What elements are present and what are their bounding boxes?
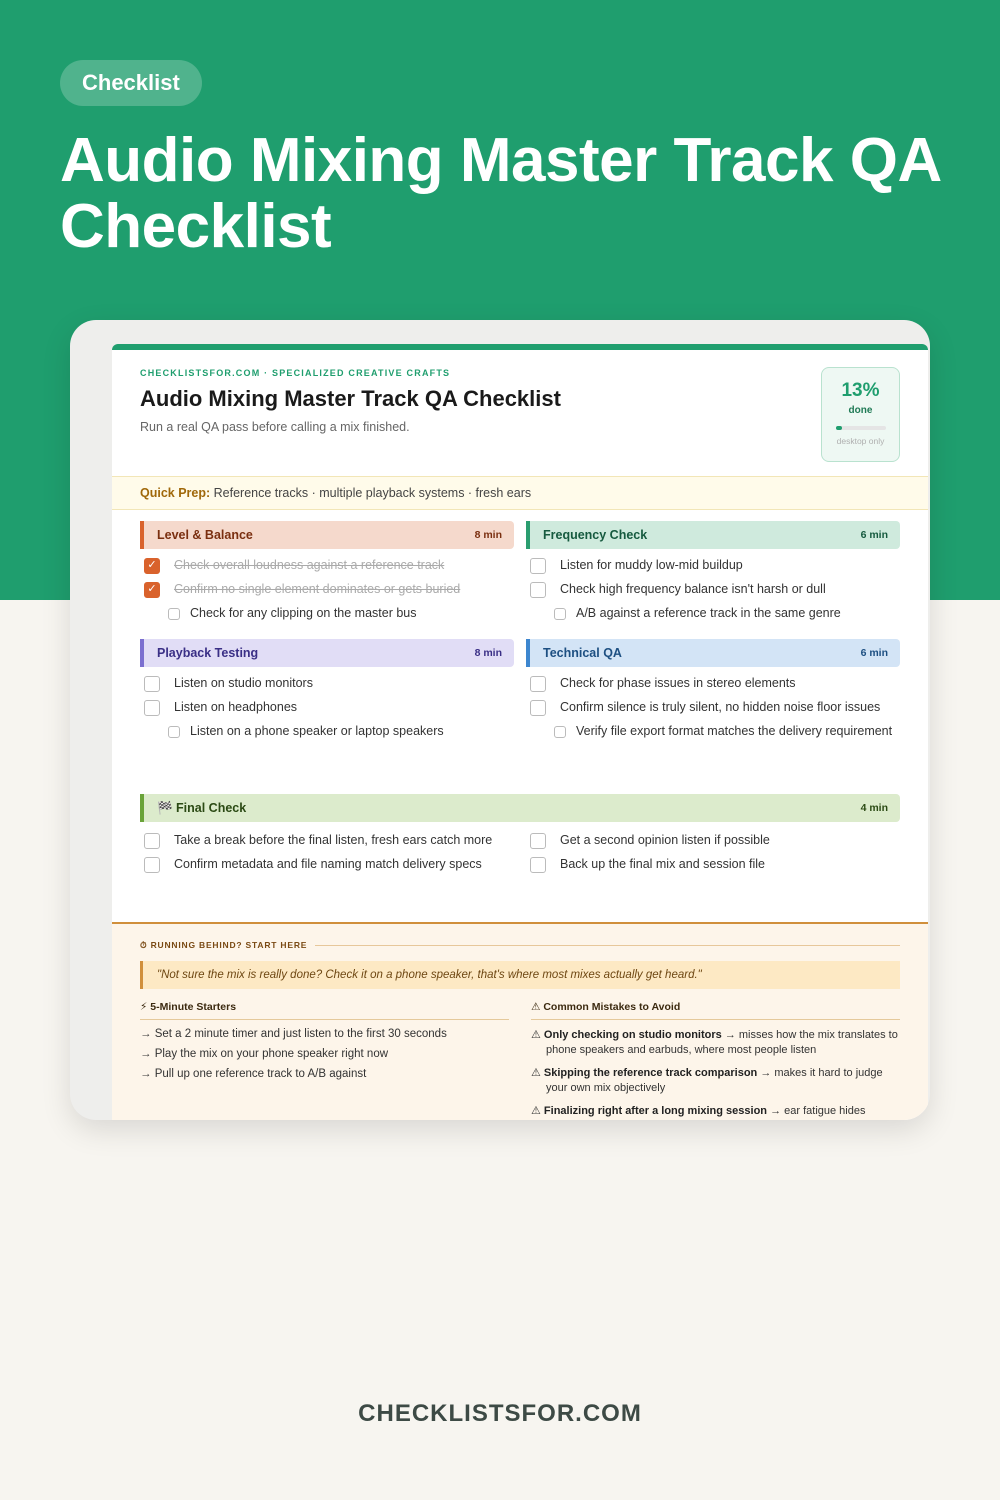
running-behind-heading: [140, 940, 900, 951]
checklist-item[interactable]: [526, 723, 900, 740]
checkbox-checked[interactable]: ✓: [144, 558, 160, 574]
checklist-item-label: Listen for muddy low-mid buildup: [560, 558, 743, 572]
mistake-consequence: → misses how the mix translates to phone speakers and earbuds, where most people listen: [546, 1029, 898, 1056]
tip-quote: "Not sure the mix is really done? Check it on a phone speaker, that's where most mixes actually get heard.": [140, 961, 900, 989]
category-badge: Checklist: [60, 60, 202, 106]
heading-rule: [315, 945, 900, 946]
checkbox[interactable]: [530, 857, 546, 873]
final-check-section: [140, 794, 900, 880]
checkbox[interactable]: [144, 676, 160, 692]
running-behind-panel: [112, 922, 928, 1120]
hero-title: Audio Mixing Master Track QA Checklist: [60, 126, 940, 261]
mistakes-column: [531, 1001, 900, 1119]
checklist-item[interactable]: [526, 605, 900, 622]
final-check-time: 4 min: [860, 802, 888, 814]
section-frequency-check: [526, 521, 900, 629]
section-title: Frequency Check: [543, 528, 648, 542]
section-items: [140, 557, 514, 622]
mistakes-list: [531, 1028, 900, 1119]
checklist-item-label: Confirm metadata and file naming match delivery specs: [174, 857, 482, 871]
checklist-item-label: Check for any clipping on the master bus: [190, 606, 417, 620]
checklist-item-label: Take a break before the final listen, fresh ears catch more: [174, 833, 493, 847]
section-time: 8 min: [474, 529, 502, 541]
quick-prep-text: Reference tracks · multiple playback systems · fresh ears: [213, 486, 532, 500]
checkbox[interactable]: [144, 857, 160, 873]
section-header: [140, 521, 514, 549]
section-title: Playback Testing: [157, 646, 259, 660]
section-title: Level & Balance: [157, 528, 253, 542]
checklist-item[interactable]: [140, 699, 514, 716]
section-header: [140, 639, 514, 667]
mistakes-title: ⚠ Common Mistakes to Avoid: [531, 1001, 900, 1020]
final-check-items: [140, 832, 900, 880]
starter-item: → Set a 2 minute timer and just listen to the first 30 seconds: [140, 1028, 447, 1040]
checkbox[interactable]: [554, 608, 566, 620]
section-time: 8 min: [474, 647, 502, 659]
checklist-item[interactable]: [140, 605, 514, 622]
starters-column: [140, 1001, 509, 1119]
checklist-item-label: Listen on headphones: [174, 700, 298, 714]
checkbox[interactable]: [530, 582, 546, 598]
progress-label: done: [848, 405, 873, 416]
checklist-item[interactable]: [526, 699, 900, 716]
warning-icon: ⚠: [531, 1067, 544, 1079]
warning-icon: ⚠: [531, 1105, 544, 1117]
mistake-consequence: → ear fatigue hides: [767, 1105, 866, 1117]
checklist-item-label: Listen on studio monitors: [174, 676, 313, 690]
document-subtitle: Run a real QA pass before calling a mix finished.: [140, 420, 410, 434]
checklist-item-label: Confirm no single element dominates or gets buried: [174, 582, 461, 596]
footer-brand: CHECKLISTSFOR.COM: [358, 1400, 642, 1427]
warning-icon: ⚠: [531, 1029, 544, 1041]
quick-prep-label: Quick Prep:: [140, 486, 211, 500]
checkbox[interactable]: [168, 608, 180, 620]
section-items: [140, 675, 514, 740]
checklist-item-label: Verify file export format matches the delivery requirement: [576, 724, 893, 738]
section-header: [526, 639, 900, 667]
section-items: [526, 675, 900, 740]
running-columns: [140, 1001, 900, 1119]
section-header: [526, 521, 900, 549]
checklist-item-label: Check high frequency balance isn't harsh or dull: [560, 582, 826, 596]
progress-bar: [836, 426, 886, 430]
final-check-header: [140, 794, 900, 822]
section-time: 6 min: [860, 647, 888, 659]
section-items: [526, 557, 900, 622]
section-level-balance: [140, 521, 514, 629]
checklist-item[interactable]: [526, 832, 900, 849]
checklist-item[interactable]: [140, 557, 514, 574]
mistake-item: [531, 1104, 900, 1119]
checklist-item[interactable]: [140, 832, 514, 849]
checklist-item[interactable]: [140, 723, 514, 740]
checklist-item-label: Check for phase issues in stereo elements: [560, 676, 796, 690]
section-title: Technical QA: [543, 646, 622, 660]
checkbox[interactable]: [554, 726, 566, 738]
mistake-title: Finalizing right after a long mixing session: [543, 1105, 768, 1117]
checklist-item-label: A/B against a reference track in the same genre: [576, 606, 841, 620]
section-time: 6 min: [860, 529, 888, 541]
progress-percent: 13%: [841, 380, 880, 401]
checklist-item-label: Get a second opinion listen if possible: [560, 833, 770, 847]
running-behind-title: ⏱ RUNNING BEHIND? START HERE: [140, 940, 308, 950]
checklist-item-label: Check overall loudness against a reference track: [174, 558, 445, 572]
checkbox[interactable]: [530, 676, 546, 692]
progress-bar-fill: [836, 426, 843, 430]
checkbox[interactable]: [144, 833, 160, 849]
mistake-consequence: → makes it hard to judge your own mix objectively: [546, 1067, 883, 1094]
checklist-item[interactable]: [526, 557, 900, 574]
starters-list: [140, 1028, 509, 1080]
mistake-item: [531, 1028, 900, 1058]
checklist-item[interactable]: [140, 856, 514, 873]
checkbox[interactable]: [530, 700, 546, 716]
checkbox[interactable]: [530, 558, 546, 574]
mistake-title: Skipping the reference track comparison: [543, 1067, 758, 1079]
section-playback-testing: [140, 639, 514, 747]
checklist-item[interactable]: [526, 675, 900, 692]
section-technical-qa: [526, 639, 900, 747]
checklist-item[interactable]: [526, 581, 900, 598]
checklist-item[interactable]: [140, 675, 514, 692]
quick-prep-bar: [112, 476, 928, 510]
brand-line: CHECKLISTSFOR.COM · SPECIALIZED CREATIVE CRAFTS: [140, 368, 451, 378]
checklist-document: [112, 344, 928, 1120]
starter-item: → Play the mix on your phone speaker right now: [140, 1048, 389, 1060]
mistake-title: Only checking on studio monitors: [543, 1029, 722, 1041]
preview-frame: [70, 320, 930, 1120]
starter-item: → Pull up one reference track to A/B against: [140, 1068, 367, 1080]
checkbox[interactable]: [144, 700, 160, 716]
checklist-item[interactable]: [140, 581, 514, 598]
progress-card: [821, 367, 900, 462]
mistake-item: [531, 1066, 900, 1096]
checklist-item-label: Confirm silence is truly silent, no hidden noise floor issues: [560, 700, 881, 714]
checklist-item[interactable]: [526, 856, 900, 873]
checklist-item-label: Back up the final mix and session file: [560, 857, 765, 871]
checkbox-checked[interactable]: ✓: [144, 582, 160, 598]
checklist-item-label: Listen on a phone speaker or laptop speakers: [190, 724, 444, 738]
document-title: Audio Mixing Master Track QA Checklist: [140, 386, 561, 411]
checkbox[interactable]: [530, 833, 546, 849]
checkbox[interactable]: [168, 726, 180, 738]
starters-title: ⚡ 5-Minute Starters: [140, 1001, 509, 1020]
progress-note: desktop only: [836, 436, 885, 446]
final-check-title: 🏁 Final Check: [157, 800, 247, 815]
